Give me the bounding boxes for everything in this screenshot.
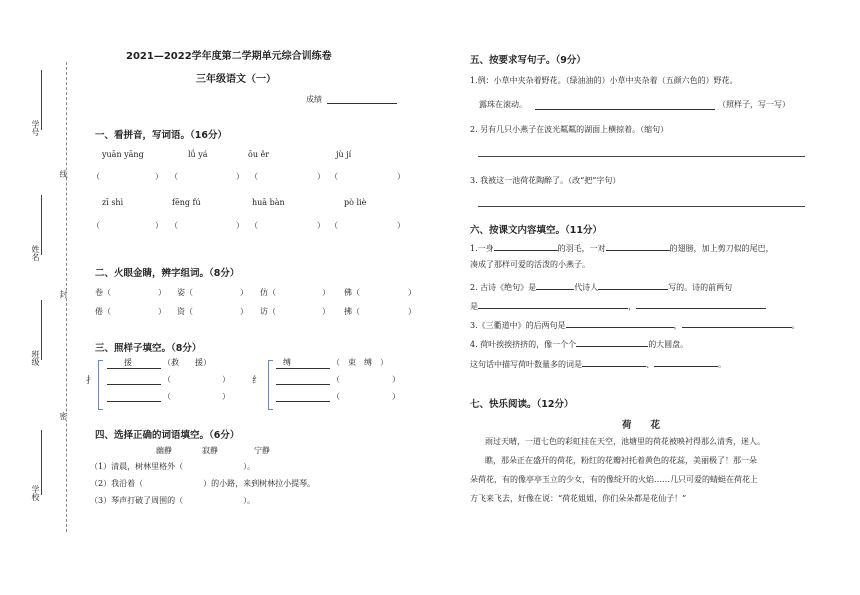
- char-blank[interactable]: [107, 401, 161, 402]
- reading-title: 荷 花: [622, 420, 661, 431]
- answer-paren-open[interactable]: （: [330, 172, 338, 181]
- blank[interactable]: [494, 241, 558, 251]
- word-paren-close: ）: [392, 375, 400, 384]
- blank[interactable]: [536, 280, 574, 290]
- q6-1-line1: 1.一身 的羽毛，一对 的翅膀，加上剪刀似的尾巴，: [470, 241, 774, 254]
- answer-paren-close: ）: [397, 221, 405, 230]
- blank[interactable]: [606, 241, 670, 251]
- q6-5-line: 这句话中描写荷叶数量多的词是 、 。: [470, 357, 726, 370]
- pinyin-4: jù jí: [336, 150, 352, 159]
- example-underline: [276, 368, 330, 369]
- answer-paren-open[interactable]: （: [250, 172, 258, 181]
- char-blank[interactable]: [107, 384, 161, 385]
- char-item[interactable]: 姿（: [177, 288, 193, 297]
- q5-2-prompt: 2. 另有几只小燕子在波光粼粼的湖面上横掠着。（缩句）: [470, 125, 669, 134]
- q5-2-answer-line[interactable]: [478, 156, 805, 157]
- answer-paren-open[interactable]: （: [330, 221, 338, 230]
- q5-1-example: 1.例：小草中夹杂着野花。（绿油油的）小草中夹杂着（五颜六色的）野花。: [470, 76, 738, 85]
- reading-paragraph-2-line1: 瞧，那朵正在盛开的荷花，粉红的花瓣衬托着黄色的花蕊，美丽极了！那一朵: [485, 456, 757, 465]
- example-underline: [107, 368, 161, 369]
- section5-heading: 五、按要求写句子。（9分）: [470, 55, 586, 66]
- char-item[interactable]: 资（: [177, 307, 193, 316]
- blank[interactable]: [654, 357, 718, 367]
- char-item-close: ）: [240, 288, 248, 297]
- q6-2-line1: 2. 古诗《绝句》是 代诗人 写的。诗的前两句: [470, 280, 732, 293]
- word-paren-open[interactable]: （: [332, 392, 340, 401]
- q6-1-line2: 凑成了那样可爱的活泼的小燕子。: [470, 260, 590, 269]
- answer-paren-open[interactable]: （: [170, 221, 178, 230]
- char-item-close: ）: [158, 307, 166, 316]
- answer-paren-open[interactable]: （: [170, 172, 178, 181]
- score-label: 成绩: [306, 95, 322, 104]
- exam-title: 2021—2022学年度第二学期单元综合训练卷: [126, 51, 332, 62]
- word-paren-open[interactable]: （: [163, 375, 171, 384]
- answer-paren-close: ）: [236, 221, 244, 230]
- radical-silk: 纟: [252, 376, 262, 386]
- pinyin-6: fēng fú: [172, 198, 201, 207]
- blank[interactable]: [582, 357, 646, 367]
- pinyin-8: pò liè: [344, 198, 367, 207]
- word-paren-close: ）: [222, 392, 230, 401]
- word-paren-close: ）: [222, 375, 230, 384]
- char-item[interactable]: 仿（: [260, 288, 276, 297]
- class-line[interactable]: [41, 300, 42, 360]
- word-option: 幽静: [156, 446, 172, 455]
- q5-3-answer-line[interactable]: [478, 206, 805, 207]
- fill-sentence-3[interactable]: [90, 495, 255, 506]
- answer-paren-open[interactable]: （: [92, 172, 100, 181]
- q5-1-prompt: 露珠在滚动。: [479, 100, 527, 109]
- answer-paren-close: ）: [317, 221, 325, 230]
- class-label: 班级: [31, 350, 40, 366]
- pinyin-2: lǘ yá: [188, 150, 208, 159]
- answer-paren-open[interactable]: （: [250, 221, 258, 230]
- section1-heading: 一、看拼音，写词语。（16分）: [95, 130, 227, 141]
- q5-3-prompt: 3. 我被这一池荷花陶醉了。（改“把”字句）: [470, 176, 621, 185]
- fill-sentence-after: ）的小路，来到树林拉小提琴。: [203, 479, 316, 488]
- fill-sentence-2[interactable]: [90, 478, 315, 489]
- answer-paren-open[interactable]: （: [92, 221, 100, 230]
- section6-heading: 六、按课文内容填空。（11分）: [470, 225, 602, 236]
- fill-sentence-before: （3）琴声打破了周围的（: [90, 496, 184, 505]
- char-item[interactable]: 佛（: [344, 288, 360, 297]
- char-item-close: ）: [158, 288, 166, 297]
- q5-1-hint: （照样子，写一写）: [718, 100, 790, 109]
- char-item[interactable]: 倦（: [95, 307, 111, 316]
- left-brace: [98, 360, 103, 410]
- score-field[interactable]: [327, 103, 397, 104]
- reading-paragraph-2-line3: 方飞来飞去，好像在说：“荷花姐姐，你们朵朵都是花仙子！”: [470, 494, 687, 503]
- reading-paragraph-1: 雨过天晴，一道七色的彩虹挂在天空，池塘里的荷花被映衬得那么清秀，迷人。: [485, 437, 765, 446]
- student-id-label: 学号: [31, 120, 40, 136]
- q6-4-line: 4. 荷叶挨挨挤挤的，像一个个 的大圆盘。: [470, 337, 688, 350]
- char-item-close: ）: [322, 288, 330, 297]
- blank[interactable]: [478, 299, 628, 309]
- example-word-left: （救 援）: [163, 358, 211, 367]
- char-item[interactable]: 拂（: [344, 307, 360, 316]
- answer-paren-close: ）: [236, 172, 244, 181]
- school-label: 学校: [31, 485, 40, 501]
- word-option: 寂静: [202, 446, 218, 455]
- school-line[interactable]: [41, 430, 42, 495]
- pinyin-7: huā bàn: [252, 198, 285, 207]
- section4-heading: 四、选择正确的词语填空。（6分）: [95, 430, 240, 441]
- fill-sentence-1[interactable]: [90, 461, 255, 472]
- q6-2-line2: 是 ，: [470, 299, 766, 312]
- fill-sentence-before: （1）清晨，树林里格外（: [90, 462, 184, 471]
- word-paren-close: ）: [392, 392, 400, 401]
- word-paren-open[interactable]: （: [163, 392, 171, 401]
- binding-mark-line: 线: [59, 170, 68, 178]
- answer-paren-close: ）: [317, 172, 325, 181]
- q6-3-line: 3.《三衢道中》的后两句是 ， 。: [470, 318, 800, 331]
- fill-sentence-after: ）。: [243, 496, 256, 505]
- right-brace: [268, 360, 273, 410]
- blank[interactable]: [636, 299, 766, 309]
- blank[interactable]: [682, 318, 792, 328]
- example-word-right: （ 束 缚 ）: [332, 358, 388, 367]
- blank[interactable]: [566, 318, 674, 328]
- pinyin-5: zī shì: [102, 198, 124, 207]
- pinyin-1: yuān yāng: [102, 150, 144, 159]
- binding-mark-secret: 密: [59, 412, 68, 420]
- char-item[interactable]: 卷（: [95, 288, 111, 297]
- fill-sentence-after: ）。: [243, 462, 256, 471]
- reading-paragraph-2-line2: 朵荷花，有的像亭亭玉立的少女，有的像绽开的火焰……几只可爱的蜻蜓在荷花上: [470, 475, 758, 484]
- blank[interactable]: [598, 280, 668, 290]
- word-paren-open[interactable]: （: [332, 375, 340, 384]
- answer-paren-close: ）: [397, 172, 405, 181]
- char-item-close: ）: [408, 307, 416, 316]
- binding-mark-seal: 封: [59, 290, 68, 298]
- example-char-left: 援: [124, 358, 132, 367]
- fill-sentence-before: （2）我沿着（: [90, 479, 144, 488]
- name-label: 姓名: [31, 245, 40, 261]
- radical-hand: 扌: [86, 376, 96, 386]
- char-item[interactable]: 访（: [260, 307, 276, 316]
- example-char-right: 缚: [283, 358, 291, 367]
- word-option: 宁静: [254, 446, 270, 455]
- q5-1-answer-line[interactable]: [535, 109, 715, 110]
- answer-paren-close: ）: [155, 172, 163, 181]
- blank[interactable]: [576, 337, 648, 347]
- char-item-close: ）: [240, 307, 248, 316]
- exam-subtitle: 三年级语文（一）: [196, 74, 276, 85]
- char-blank[interactable]: [276, 401, 330, 402]
- char-item-close: ）: [322, 307, 330, 316]
- answer-paren-close: ）: [155, 221, 163, 230]
- section7-heading: 七、快乐阅读。（12分）: [470, 399, 574, 410]
- name-line[interactable]: [41, 195, 42, 255]
- student-id-line[interactable]: [41, 70, 42, 130]
- char-item-close: ）: [408, 288, 416, 297]
- char-blank[interactable]: [276, 384, 330, 385]
- pinyin-3: ōu ěr: [248, 150, 270, 159]
- section2-heading: 二、火眼金睛，辨字组词。（8分）: [95, 268, 240, 279]
- section3-heading: 三、照样子填空。（8分）: [95, 343, 202, 354]
